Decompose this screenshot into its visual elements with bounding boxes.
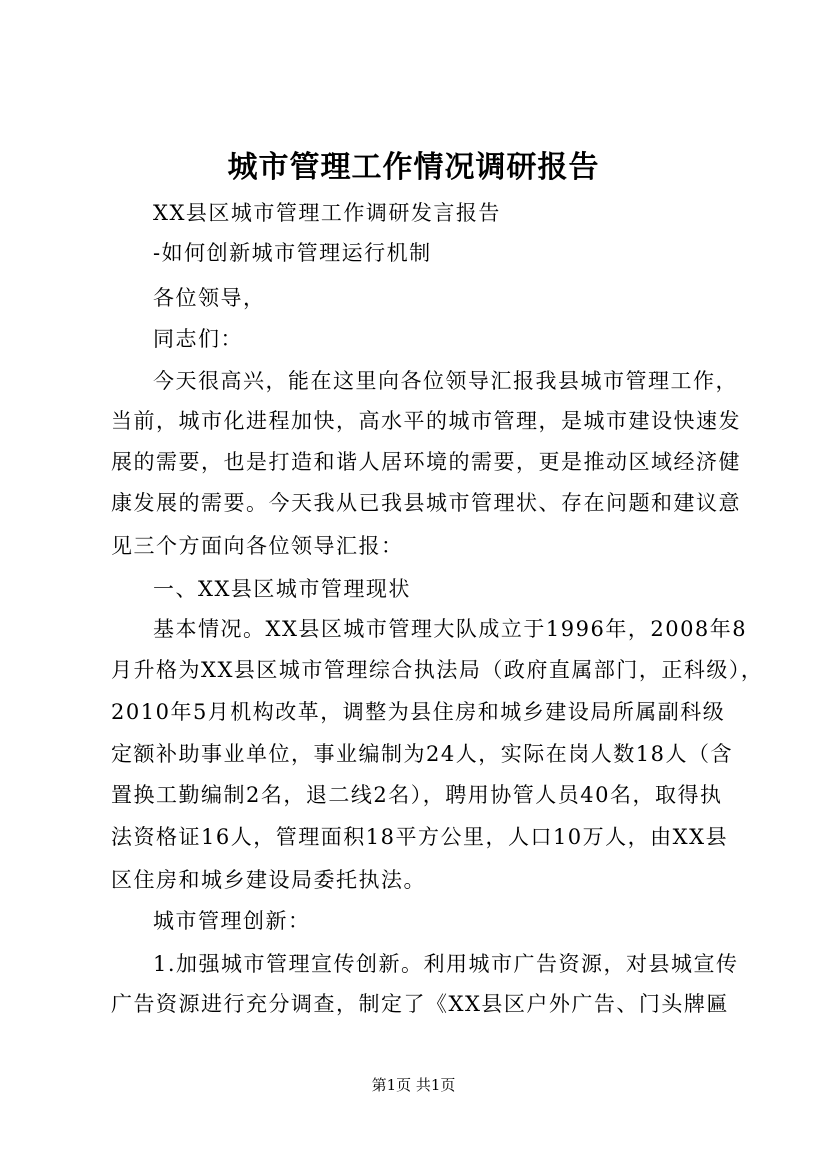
paragraph-line-subheading: -如何创新城市管理运行机制 <box>153 241 432 265</box>
paragraph-line: 见三个方面向各位领导汇报： <box>111 534 404 558</box>
paragraph-line: 区住房和城乡建设局委托执法。 <box>111 868 426 892</box>
paragraph-line: 月升格为XX县区城市管理综合执法局（政府直属部门，正科级）， <box>111 658 764 682</box>
paragraph-line: 广告资源进行充分调查，制定了《XX县区户外广告、门头牌匾 <box>111 992 729 1016</box>
section-heading: 一、XX县区城市管理现状 <box>153 577 411 601</box>
page-number: 第1页 共1页 <box>371 1076 456 1094</box>
paragraph-line: 1.加强城市管理宣传创新。利用城市广告资源，对县城宣传 <box>153 952 739 976</box>
paragraph-line: 法资格证16人，管理面积18平方公里，人口10万人，由XX县 <box>111 825 729 849</box>
section-heading: 城市管理创新： <box>153 909 311 933</box>
paragraph-line-subtitle: XX县区城市管理工作调研发言报告 <box>153 201 501 225</box>
paragraph-line-salutation: 各位领导， <box>153 286 266 310</box>
paragraph-line: 今天很高兴，能在这里向各位领导汇报我县城市管理工作， <box>153 369 738 393</box>
paragraph-line: 定额补助事业单位，事业编制为24人，实际在岗人数18人（含 <box>111 742 733 766</box>
paragraph-line-salutation-2: 同志们： <box>153 327 243 351</box>
paragraph-line: 置换工勤编制2名，退二线2名），聘用协管人员40名，取得执 <box>111 783 723 807</box>
paragraph-line: 基本情况。XX县区城市管理大队成立于1996年，2008年8 <box>153 617 748 641</box>
paragraph-line: 康发展的需要。今天我从已我县城市管理状、存在问题和建议意 <box>111 491 741 515</box>
document-title: 城市管理工作情况调研报告 <box>227 150 600 185</box>
paragraph-line: 展的需要，也是打造和谐人居环境的需要，更是推动区域经济健 <box>111 450 741 474</box>
paragraph-line: 2010年5月机构改革，调整为县住房和城乡建设局所属副科级 <box>111 700 726 724</box>
paragraph-line: 当前，城市化进程加快，高水平的城市管理，是城市建设快速发 <box>111 409 741 433</box>
